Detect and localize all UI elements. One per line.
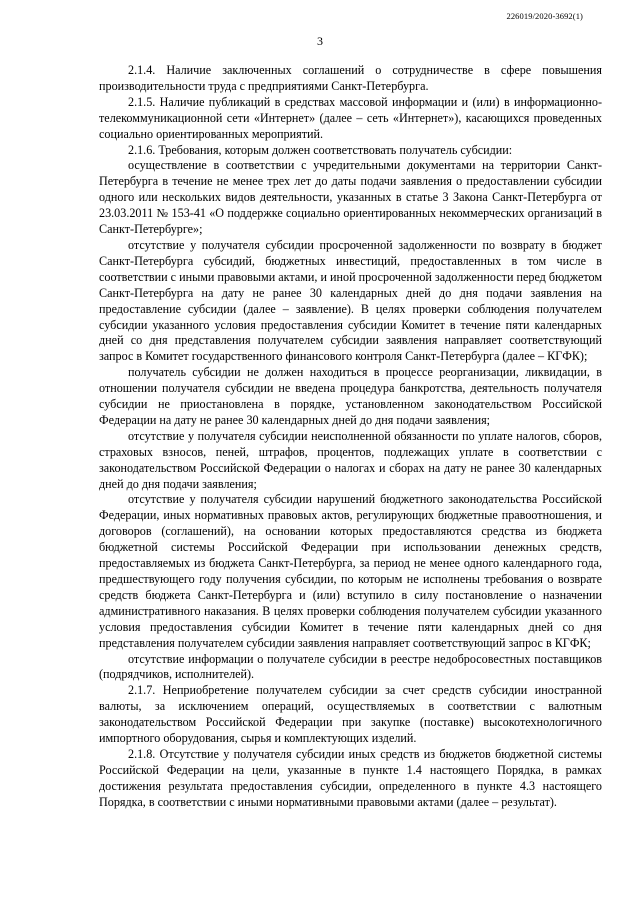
requirement-no-tax-arrears: отсутствие у получателя субсидии неисполненной обязанности по уплате налогов, сборов, страховых взносов, пеней, штрафов, процентов, подлежащих уплате в соответствии с законодательством Российской Федерации о налогах и сборах на дату не ранее 30 календарных дней до дня подачи заявления; xyxy=(99,428,602,491)
requirement-activity: осуществление в соответствии с учредительными документами на территории Санкт-Петербурга в течение не менее трех лет до даты подачи заявления о предоставлении субсидии одного или нескольких видов деятельности, указанных в статье 3 Закона Санкт-Петербурга от 23.03.2011 № 153-41 «О поддержке социально ориентированных некоммерческих организаций в Санкт-Петербурге»; xyxy=(99,158,602,237)
page-number: 3 xyxy=(317,34,323,48)
requirement-no-budget-violations: отсутствие у получателя субсидии нарушений бюджетного законодательства Российской Федерации, иных нормативных правовых актов, регулирующих бюджетные правоотношения, и договоров (соглашений), на основании которых предоставляются средства из бюджета бюджетной системы Российской Федерации при использовании денежных средств, предоставляемых из бюджета Санкт-Петербурга, за период не менее одного календарного года, предшествующего году получения субсидии, по которым не исполнены требования о возврате средств бюджета Санкт-Петербурга и (или) вступило в силу постановление о назначении административного наказания. В целях проверки соблюдения получателем субсидии указанного условия предоставления субсидии Комитет в течение пяти календарных дней со дня представления получателем субсидии заявления направляет соответствующий запрос в КГФК; xyxy=(99,492,602,650)
paragraph-2-1-6: 2.1.6. Требования, которым должен соответствовать получатель субсидии: xyxy=(128,142,513,157)
paragraph-2-1-5: 2.1.5. Наличие публикаций в средствах массовой информации и (или) в информационно-телекоммуникационной сети «Интернет» (далее – сеть «Интернет»), касающихся проведенных социально ориентированных мероприятий. xyxy=(99,94,602,141)
document-registration-number: 226019/2020-3692(1) xyxy=(506,11,583,21)
paragraph-2-1-8: 2.1.8. Отсутствие у получателя субсидии иных средств из бюджетов бюджетной системы Российской Федерации на цели, указанные в пункте 1.4 настоящего Порядка, в рамках достижения результата предоставления субсидии, определенного в пункте 4.3 настоящего Порядка, в соответствии с иными нормативными правовыми актами (далее – результат). xyxy=(99,746,602,809)
requirement-no-unfair-suppliers-registry: отсутствие информации о получателе субсидии в реестре недобросовестных поставщиков (подрядчиков, исполнителей). xyxy=(99,651,602,682)
document-body xyxy=(99,63,602,811)
requirement-no-debt: отсутствие у получателя субсидии просроченной задолженности по возврату в бюджет Санкт-Петербурга субсидий, бюджетных инвестиций, предоставленных в том числе в соответствии с иными правовыми актами, и иной просроченной задолженности перед бюджетом Санкт-Петербурга на дату не ранее 30 календарных дней до дня подачи заявления на предоставление субсидии (далее – заявление). В целях проверки соблюдения получателем субсидии указанного условия предоставления субсидии Комитет в течение пяти календарных дней со дня представления получателем субсидии заявления направляет соответствующий запрос в Комитет государственного финансового контроля Санкт-Петербурга (далее – КГФК); xyxy=(99,237,602,364)
paragraph-2-1-7: 2.1.7. Неприобретение получателем субсидии за счет средств субсидии иностранной валюты, за исключением операций, осуществляемых в соответствии с валютным законодательством Российской Федерации при закупке (поставке) высокотехнологичного импортного оборудования, сырья и комплектующих изделий. xyxy=(99,683,602,746)
requirement-no-reorganization: получатель субсидии не должен находиться в процессе реорганизации, ликвидации, в отношении получателя субсидии не введена процедура банкротства, деятельность получателя субсидии не приостановлена в порядке, установленном законодательством Российской Федерации на дату не ранее 30 календарных дней до дня подачи заявления; xyxy=(99,365,602,427)
paragraph-2-1-4: 2.1.4. Наличие заключенных соглашений о сотрудничестве в сфере повышения производительности труда с предприятиями Санкт-Петербурга. xyxy=(99,63,602,93)
